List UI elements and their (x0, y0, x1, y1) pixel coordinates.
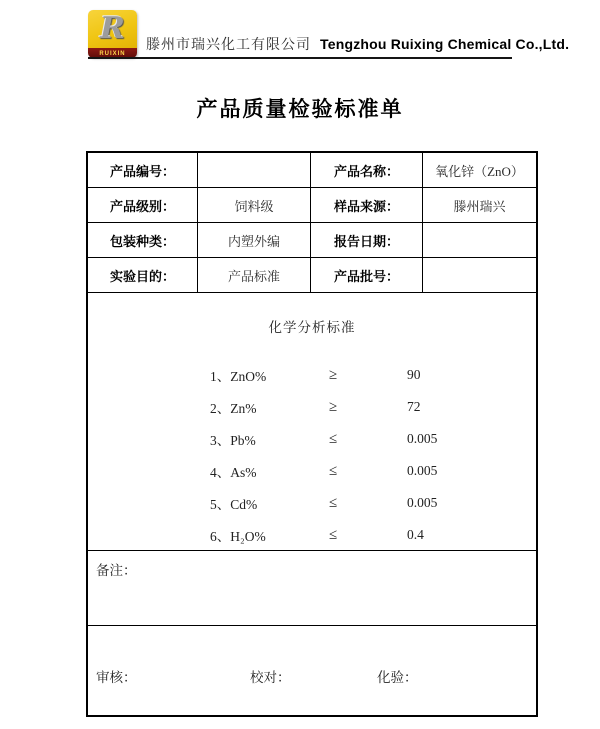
relation-symbol: ≤ (329, 526, 338, 543)
chem-label: 5、Cd% (210, 497, 258, 512)
relation-symbol: ≤ (329, 430, 338, 447)
logo-r-glyph: R (100, 11, 125, 46)
signoff-proofread-label: 校对： (250, 670, 291, 685)
relation-symbol: ≤ (329, 494, 338, 511)
cell-product-name-label: 产品名称： (311, 153, 423, 188)
signoff-row (88, 626, 536, 715)
product-info-grid (88, 153, 536, 293)
relation-symbol: ≥ (329, 366, 338, 383)
chem-value: 0.005 (407, 431, 438, 446)
inspection-table (86, 151, 538, 717)
chem-label: 1、ZnO% (210, 369, 267, 384)
header-divider-rule (88, 57, 512, 59)
page-title: 产品质量检验标准单 (196, 98, 404, 121)
cell-batch-no-label: 产品批号： (311, 258, 423, 293)
signoff-review-label: 审核： (96, 670, 137, 685)
chemical-analysis-section (88, 293, 536, 551)
cell-test-purpose-value: 产品标准 (198, 258, 311, 293)
chem-row-zno (210, 359, 536, 391)
signoff-assay-label: 化验： (377, 670, 418, 685)
remark-row (88, 551, 536, 626)
cell-batch-no-value (423, 258, 536, 293)
cell-product-no-value (198, 153, 311, 188)
chem-row-h2o (210, 519, 536, 551)
chem-row-as (210, 455, 536, 487)
chem-value: 90 (407, 367, 421, 382)
chem-label: 3、Pb% (210, 433, 256, 448)
cell-product-no-label: 产品编号： (88, 153, 198, 188)
logo-brand-text: RUIXIN (99, 50, 126, 56)
cell-report-date-label: 报告日期： (311, 223, 423, 258)
chem-value: 0.005 (407, 495, 438, 510)
chem-row-pb (210, 423, 536, 455)
cell-sample-source-value: 滕州瑞兴 (423, 188, 536, 223)
cell-product-grade-value: 饲料级 (198, 188, 311, 223)
chem-value: 72 (407, 399, 421, 414)
cell-report-date-value (423, 223, 536, 258)
chem-label: 6、H₂O% (210, 529, 266, 544)
cell-product-name-value: 氧化锌（ZnO） (423, 153, 536, 188)
company-name-english: Tengzhou Ruixing Chemical Co.,Ltd. (320, 36, 570, 52)
relation-symbol: ≥ (329, 398, 338, 415)
cell-package-type-label: 包装种类： (88, 223, 198, 258)
cell-test-purpose-label: 实验目的： (88, 258, 198, 293)
chemical-analysis-items (88, 359, 536, 551)
relation-symbol: ≤ (329, 462, 338, 479)
chem-value: 0.005 (407, 463, 438, 478)
chem-value: 0.4 (407, 527, 424, 542)
cell-sample-source-label: 样品来源： (311, 188, 423, 223)
remark-label: 备注： (96, 563, 137, 578)
chem-label: 4、As% (210, 465, 257, 480)
logo-yellow-square (88, 10, 137, 48)
ruixin-logo (88, 10, 137, 58)
chem-label: 2、Zn% (210, 401, 257, 416)
chem-row-zn (210, 391, 536, 423)
company-name-line (146, 35, 569, 53)
company-name-chinese: 滕州市瑞兴化工有限公司 (146, 38, 311, 53)
chem-row-cd (210, 487, 536, 519)
chemical-analysis-title: 化学分析标准 (268, 320, 356, 335)
cell-product-grade-label: 产品级别： (88, 188, 198, 223)
cell-package-type-value: 内塑外编 (198, 223, 311, 258)
